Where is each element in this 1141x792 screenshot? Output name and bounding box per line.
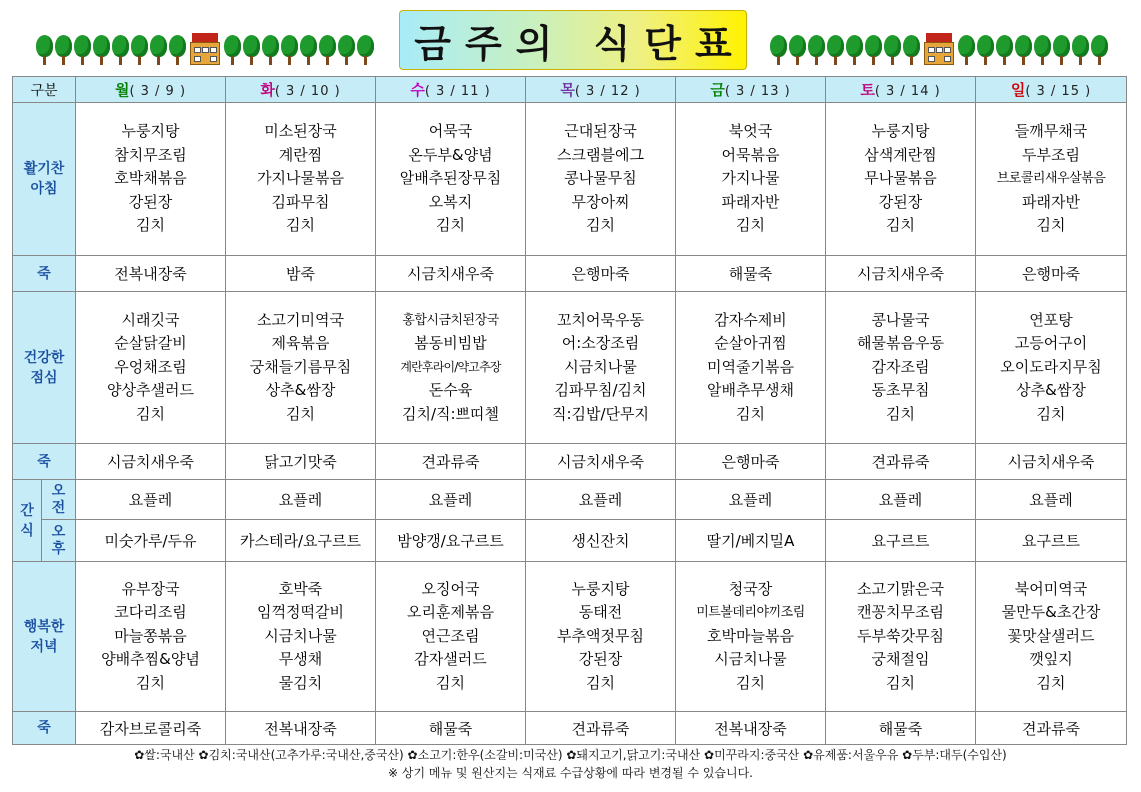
tree-icon: [262, 35, 279, 65]
snack-cell: 딸기/베지밀A: [676, 520, 826, 562]
menu-item: 직:김밥/단무지: [551, 404, 650, 423]
label-line: 간: [20, 502, 34, 519]
menu-item: 강된장: [128, 192, 173, 211]
menu-item: 누룽지탕: [571, 579, 630, 598]
day-date: ( 3 / 12 ): [574, 84, 641, 99]
tree-icon: [1072, 35, 1089, 65]
tree-icon: [224, 35, 241, 65]
menu-item: 김치: [436, 216, 465, 235]
menu-item: 북엇국: [728, 122, 773, 141]
menu-cell: [76, 562, 226, 712]
snack-cell: 요플레: [226, 480, 376, 520]
tree-icon: [1091, 35, 1108, 65]
menu-item: 미트볼데리야끼조림: [696, 605, 805, 621]
snack-cell: 요플레: [526, 480, 676, 520]
snack-cell: 요플레: [826, 480, 976, 520]
day-header: [226, 77, 376, 103]
tree-icon: [74, 35, 91, 65]
snack-cell: 요플레: [76, 480, 226, 520]
tree-icon: [977, 35, 994, 65]
menu-item: 콩나물무침: [564, 169, 637, 188]
menu-cell: [376, 562, 526, 712]
menu-item: 김치: [586, 673, 615, 692]
tree-icon: [169, 35, 186, 65]
menu-item: 김치: [136, 673, 165, 692]
menu-item: 온두부&양념: [408, 145, 493, 164]
menu-item: 무나물볶음: [864, 169, 937, 188]
menu-item: 순살닭갈비: [114, 334, 187, 353]
tree-icon: [996, 35, 1013, 65]
day-header: [676, 77, 826, 103]
menu-item: 참치무조림: [114, 145, 187, 164]
menu-item: 근대된장국: [564, 122, 637, 141]
menu-item: 김치: [736, 216, 765, 235]
label-line: 후: [51, 540, 66, 557]
menu-item: 소고기맑은국: [857, 579, 944, 598]
menu-item: 계란찜: [278, 145, 323, 164]
label-line: 오: [51, 523, 66, 540]
menu-cell: [376, 292, 526, 444]
day-header: [526, 77, 676, 103]
snack-cell: 요구르트: [976, 520, 1127, 562]
menu-item: 삼색계란찜: [864, 145, 937, 164]
menu-item: 김치: [286, 216, 315, 235]
porridge-cell: 해물죽: [826, 712, 976, 745]
day-name: 수: [410, 81, 425, 99]
snack-cell: 생신잔치: [526, 520, 676, 562]
menu-item: 두부쑥갓무침: [857, 626, 944, 645]
tree-icon: [884, 35, 901, 65]
menu-item: 해물볶음우동: [857, 334, 944, 353]
decoration-right: [770, 31, 1108, 65]
snack-cell: 요플레: [676, 480, 826, 520]
house-icon: [190, 33, 220, 65]
porridge-cell: 견과류죽: [976, 712, 1127, 745]
porridge-cell: 견과류죽: [826, 444, 976, 480]
porridge-label: 죽: [13, 712, 76, 745]
menu-item: 김치: [1036, 673, 1066, 692]
change-notice: ※ 상기 메뉴 및 원산지는 식재료 수급상황에 따라 변경될 수 있습니다.: [388, 766, 753, 780]
menu-item: 양상추샐러드: [107, 381, 194, 400]
menu-item: 계란후라이/약고추장: [400, 359, 501, 374]
tree-icon: [281, 35, 298, 65]
menu-item: 들깨무채국: [1014, 122, 1088, 141]
menu-item: 양배추찜&양념: [101, 650, 200, 669]
menu-item: 알배추무생채: [707, 381, 794, 400]
day-name: 월: [114, 81, 130, 99]
menu-item: 김치: [436, 673, 465, 692]
menu-item: 궁채들기름무침: [249, 357, 352, 376]
label-line: 오: [51, 482, 66, 499]
menu-item: 시래깃국: [121, 310, 180, 329]
label-line: 점심: [30, 369, 58, 386]
tree-icon: [1053, 35, 1070, 65]
menu-item: 감자조림: [871, 357, 930, 376]
menu-item: 브로콜리새우살볶음: [996, 171, 1106, 187]
menu-item: 소고기미역국: [257, 310, 344, 329]
menu-item: 어묵국: [428, 122, 473, 141]
tree-icon: [1015, 35, 1032, 65]
menu-cell: [976, 292, 1127, 444]
menu-item: 감자수제비: [714, 310, 787, 329]
menu-item: 북어미역국: [1014, 579, 1088, 598]
menu-item: 오복지: [428, 192, 473, 211]
tree-icon: [112, 35, 129, 65]
snack-am-row: [13, 480, 1127, 520]
day-name: 목: [560, 81, 575, 99]
menu-item: 유부장국: [121, 579, 180, 598]
menu-item: 김치: [586, 216, 615, 235]
day-name: 금: [710, 81, 725, 99]
menu-item: 가지나물볶음: [257, 169, 344, 188]
menu-cell: [526, 103, 676, 256]
porridge-cell: 전복내장죽: [676, 712, 826, 745]
menu-cell: [826, 292, 976, 444]
porridge-cell: 은행마죽: [526, 256, 676, 292]
porridge-cell: 은행마죽: [976, 256, 1127, 292]
lunch-row: [13, 292, 1127, 444]
menu-item: 호박죽: [278, 579, 323, 598]
menu-cell: [226, 562, 376, 712]
menu-table: [12, 76, 1127, 745]
menu-item: 꽃맛살샐러드: [1007, 626, 1095, 645]
tree-icon: [865, 35, 882, 65]
origin-note: ✿쌀:국내산 ✿김치:국내산(고추가루:국내산,중국산) ✿소고기:한우(소갈비:미국산) ✿돼지고기,닭고기:국내산 ✿미꾸라지:중국산 ✿유제품:서울우유 ✿두부:대두(수입산): [134, 748, 1007, 762]
porridge-cell: 시금치새우죽: [376, 256, 526, 292]
menu-item: 김치: [886, 216, 915, 235]
menu-item: 돈수육: [428, 381, 473, 400]
day-date: ( 3 / 15 ): [1025, 84, 1092, 99]
day-header: [76, 77, 226, 103]
menu-item: 오이도라지무침: [1000, 357, 1102, 376]
menu-item: 김치: [736, 673, 765, 692]
menu-item: 누룽지탕: [871, 122, 930, 141]
menu-item: 호박채볶음: [114, 169, 187, 188]
snack-cell: 요플레: [376, 480, 526, 520]
menu-item: 가지나물: [721, 169, 780, 188]
menu-item: 동태전: [578, 603, 623, 622]
menu-item: 부추액젓무침: [557, 626, 644, 645]
menu-item: 연포탕: [1029, 310, 1073, 329]
menu-item: 감자샐러드: [414, 650, 487, 669]
corner-label: 구분: [13, 77, 76, 103]
menu-item: 우엉채조림: [114, 357, 187, 376]
porridge-cell: 닭고기맛죽: [226, 444, 376, 480]
menu-item: 김치: [136, 216, 165, 235]
menu-item: 코다리조림: [114, 603, 187, 622]
menu-item: 김치: [136, 404, 165, 423]
menu-item: 오리훈제볶음: [407, 603, 494, 622]
dinner-porridge-row: [13, 712, 1127, 745]
menu-cell: [526, 292, 676, 444]
menu-item: 김치: [736, 404, 765, 423]
menu-cell: [676, 292, 826, 444]
label-line: 저녁: [30, 638, 58, 655]
snack-am-label: [42, 480, 76, 520]
day-date: ( 3 / 10 ): [274, 84, 341, 99]
menu-item: 김파무침/김치: [554, 381, 647, 400]
tree-icon: [903, 35, 920, 65]
tree-icon: [338, 35, 355, 65]
breakfast-porridge-row: [13, 256, 1127, 292]
menu-item: 캔꽁치무조림: [857, 603, 944, 622]
menu-cell: [76, 103, 226, 256]
porridge-cell: 해물죽: [376, 712, 526, 745]
menu-cell: [976, 103, 1127, 256]
tree-icon: [846, 35, 863, 65]
porridge-cell: 시금치새우죽: [976, 444, 1127, 480]
menu-item: 임꺽정떡갈비: [257, 603, 344, 622]
day-date: ( 3 / 13 ): [724, 84, 791, 99]
tree-icon: [36, 35, 53, 65]
dinner-row: [13, 562, 1127, 712]
label-line: 아침: [30, 181, 58, 197]
menu-item: 상추&쌈장: [265, 381, 336, 400]
day-date: ( 3 / 14 ): [874, 84, 941, 99]
tree-icon: [770, 35, 787, 65]
menu-cell: [226, 292, 376, 444]
menu-item: 콩나물국: [871, 310, 930, 329]
menu-item: 누룽지탕: [121, 122, 180, 141]
menu-item: 꼬치어묵우동: [557, 310, 644, 329]
page-title: 금주의 식단표: [399, 10, 747, 70]
tree-icon: [1034, 35, 1051, 65]
porridge-cell: 해물죽: [676, 256, 826, 292]
menu-item: 파래자반: [1022, 192, 1080, 211]
day-date: ( 3 / 11 ): [424, 84, 491, 99]
tree-icon: [958, 35, 975, 65]
menu-item: 두부조림: [1022, 145, 1080, 164]
menu-item: 물김치: [278, 673, 323, 692]
tree-icon: [319, 35, 336, 65]
decoration-left: [36, 31, 374, 65]
lunch-porridge-row: [13, 444, 1127, 480]
menu-item: 무장아찌: [571, 192, 630, 211]
tree-icon: [300, 35, 317, 65]
day-name: 화: [260, 81, 275, 99]
menu-item: 김치: [1036, 216, 1066, 235]
menu-cell: [676, 103, 826, 256]
menu-item: 미역줄기볶음: [707, 357, 794, 376]
porridge-cell: 시금치새우죽: [526, 444, 676, 480]
menu-item: 김파무침: [271, 192, 330, 211]
day-date: ( 3 / 9 ): [129, 84, 187, 99]
snack-cell: 밤양갱/요구르트: [376, 520, 526, 562]
snack-pm-row: [13, 520, 1127, 562]
menu-item: 김치: [1036, 404, 1066, 423]
porridge-cell: 은행마죽: [676, 444, 826, 480]
menu-item: 물만두&초간장: [1001, 603, 1101, 622]
menu-item: 강된장: [578, 650, 623, 669]
menu-item: 연근조림: [421, 626, 480, 645]
snack-pm-label: [42, 520, 76, 562]
tree-icon: [131, 35, 148, 65]
tree-icon: [150, 35, 167, 65]
menu-item: 김치: [886, 673, 915, 692]
menu-item: 파래자반: [721, 192, 780, 211]
tree-icon: [243, 35, 260, 65]
menu-item: 마늘쫑볶음: [114, 626, 187, 645]
menu-item: 홍합시금치된장국: [402, 312, 499, 328]
tree-icon: [357, 35, 374, 65]
menu-cell: [826, 103, 976, 256]
porridge-cell: 감자브로콜리죽: [76, 712, 226, 745]
porridge-cell: 전복내장죽: [226, 712, 376, 745]
menu-cell: [526, 562, 676, 712]
label-line: 활기찬: [23, 161, 65, 177]
menu-item: 깻잎지: [1029, 650, 1073, 669]
tree-icon: [808, 35, 825, 65]
menu-item: 궁채절임: [871, 650, 930, 669]
menu-item: 오징어국: [421, 579, 480, 598]
snack-cell: 미숫가루/두유: [76, 520, 226, 562]
label-line: 식: [20, 522, 34, 539]
label-line: 행복한: [23, 618, 65, 635]
menu-item: 김치: [886, 404, 915, 423]
tree-icon: [827, 35, 844, 65]
house-icon: [924, 33, 954, 65]
day-name: 토: [860, 81, 875, 99]
snack-cell: 요구르트: [826, 520, 976, 562]
label-line: 전: [51, 499, 66, 516]
porridge-cell: 시금치새우죽: [76, 444, 226, 480]
day-name: 일: [1010, 81, 1026, 99]
menu-item: 미소된장국: [264, 122, 337, 141]
menu-item: 봄동비빔밥: [414, 334, 487, 353]
porridge-cell: 시금치새우죽: [826, 256, 976, 292]
breakfast-label: [13, 103, 76, 256]
porridge-label: 죽: [13, 256, 76, 292]
porridge-cell: 밤죽: [226, 256, 376, 292]
menu-cell: [376, 103, 526, 256]
menu-item: 어묵볶음: [721, 145, 780, 164]
menu-item: 어:소장조림: [561, 334, 640, 353]
menu-item: 무생채: [278, 650, 323, 669]
menu-item: 동초무침: [871, 381, 930, 400]
menu-cell: [226, 103, 376, 256]
menu-item: 시금치나물: [564, 357, 637, 376]
snack-cell: 요플레: [976, 480, 1127, 520]
menu-item: 강된장: [878, 192, 923, 211]
menu-item: 시금치나물: [264, 626, 337, 645]
menu-item: 제육볶음: [271, 334, 330, 353]
breakfast-row: [13, 103, 1127, 256]
menu-item: 호박마늘볶음: [707, 626, 794, 645]
tree-icon: [789, 35, 806, 65]
porridge-cell: 전복내장죽: [76, 256, 226, 292]
day-header: [376, 77, 526, 103]
snack-label: [13, 480, 42, 562]
menu-item: 상추&쌈장: [1016, 381, 1086, 400]
day-header: [976, 77, 1127, 103]
dinner-label: [13, 562, 76, 712]
menu-cell: [676, 562, 826, 712]
menu-item: 김치: [286, 404, 315, 423]
porridge-cell: 견과류죽: [526, 712, 676, 745]
menu-item: 알배추된장무침: [399, 169, 502, 188]
menu-item: 청국장: [728, 579, 773, 598]
menu-cell: [76, 292, 226, 444]
tree-icon: [93, 35, 110, 65]
menu-cell: [976, 562, 1127, 712]
snack-cell: 카스테라/요구르트: [226, 520, 376, 562]
header-row: [13, 77, 1127, 103]
label-line: 건강한: [23, 349, 65, 366]
day-header: [826, 77, 976, 103]
porridge-label: 죽: [13, 444, 76, 480]
menu-item: 고등어구이: [1014, 334, 1088, 353]
menu-item: 스크램블에그: [557, 145, 644, 164]
menu-item: 순살아귀찜: [714, 334, 787, 353]
menu-item: 김치/직:쁘띠첼: [401, 404, 500, 423]
porridge-cell: 견과류죽: [376, 444, 526, 480]
lunch-label: [13, 292, 76, 444]
tree-icon: [55, 35, 72, 65]
menu-cell: [826, 562, 976, 712]
menu-item: 시금치나물: [714, 650, 787, 669]
